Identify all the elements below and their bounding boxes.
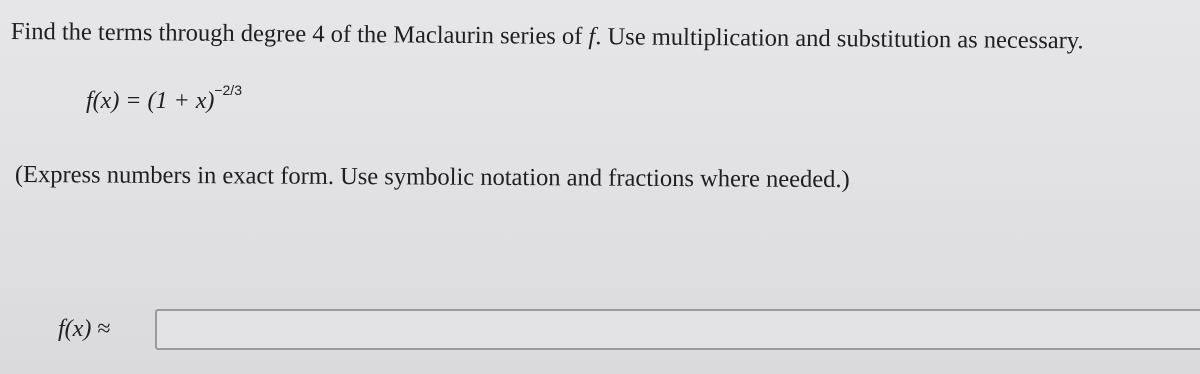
prompt-lead-text: Find the terms through degree 4 of the Maclaurin series of [10,17,589,51]
answer-label-function: f(x) [58,316,92,342]
function-definition [86,82,242,116]
prompt-tail-text: . Use multiplication and substitution as necessary. [595,23,1084,55]
answer-instructions: (Express numbers in exact form. Use symbolic notation and fractions where needed.) [14,160,850,194]
answer-label [58,314,110,344]
prompt-function-symbol: f [588,23,596,51]
function-exponent: −2/3 [214,82,242,98]
question-prompt [11,17,1084,56]
approx-symbol: ≈ [97,316,111,342]
function-expression: f(x) = (1 + x) [86,88,215,114]
answer-input[interactable] [155,309,1200,350]
